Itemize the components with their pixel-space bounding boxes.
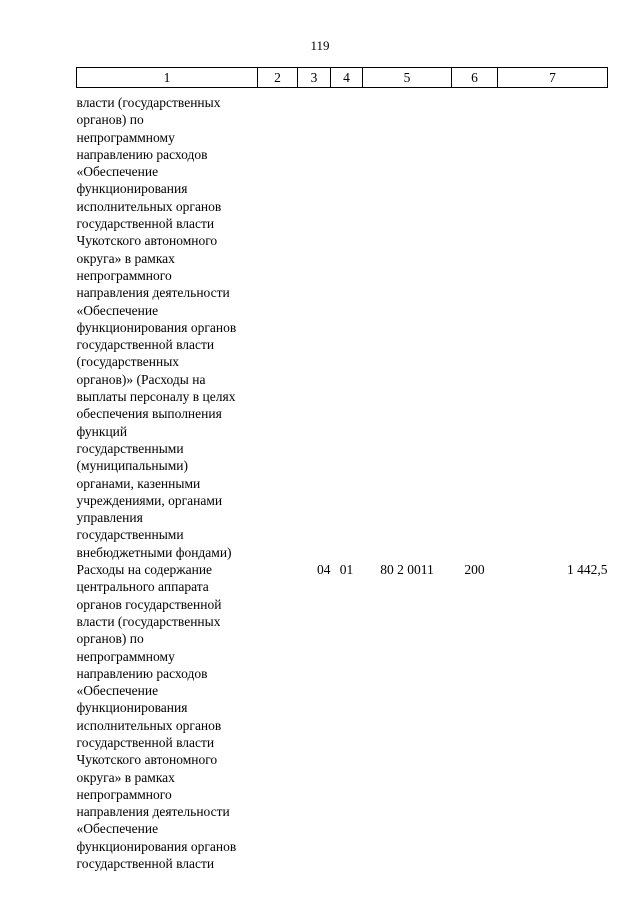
cell xyxy=(298,88,331,562)
cell xyxy=(331,88,363,562)
cell xyxy=(258,561,298,872)
header-cell: 6 xyxy=(452,68,498,88)
row-description: власти (государственных органов) по непрограммному направлению расходов «Обеспечение функционирования исполнительных органов государственной власти Чукотского автономного округа» в рамках непрограммного направления деятельности «Обеспечение функционирования органов государственной власти (государственных органов)» (Расходы на выплаты персоналу в целях обеспечения выполнения функций государственными (муниципальными) органами, казенными учреждениями, органами управления государственными внебюджетными фондами) xyxy=(76,95,237,560)
cell xyxy=(258,88,298,562)
header-cell: 5 xyxy=(363,68,452,88)
header-cell: 1 xyxy=(77,68,258,88)
target-article-code: 80 2 0011 xyxy=(380,562,434,578)
row-description: Расходы на содержание центрального аппарата органов государственной власти (государственных органов) по непрограммному направлению расходов «Обеспечение функционирования исполнительных органов государственной власти Чукотского автономного округа» в рамках непрограммного направления деятельности «Обеспечение функционирования органов государственной власти xyxy=(76,562,237,872)
budget-table xyxy=(76,67,608,872)
table-row xyxy=(77,88,608,562)
amount: 1 442,5 xyxy=(567,562,608,578)
subsection-code: 01 xyxy=(339,562,354,578)
page-number: 119 xyxy=(310,38,330,53)
header-row xyxy=(77,68,608,88)
header-cell: 4 xyxy=(331,68,363,88)
header-cell: 2 xyxy=(258,68,298,88)
header-cell: 3 xyxy=(298,68,331,88)
header-cell: 7 xyxy=(498,68,608,88)
cell xyxy=(363,88,452,562)
expense-type-code: 200 xyxy=(464,562,485,578)
cell xyxy=(452,88,498,562)
section-code: 04 xyxy=(317,562,331,578)
table-row xyxy=(77,561,608,872)
cell xyxy=(498,88,608,562)
